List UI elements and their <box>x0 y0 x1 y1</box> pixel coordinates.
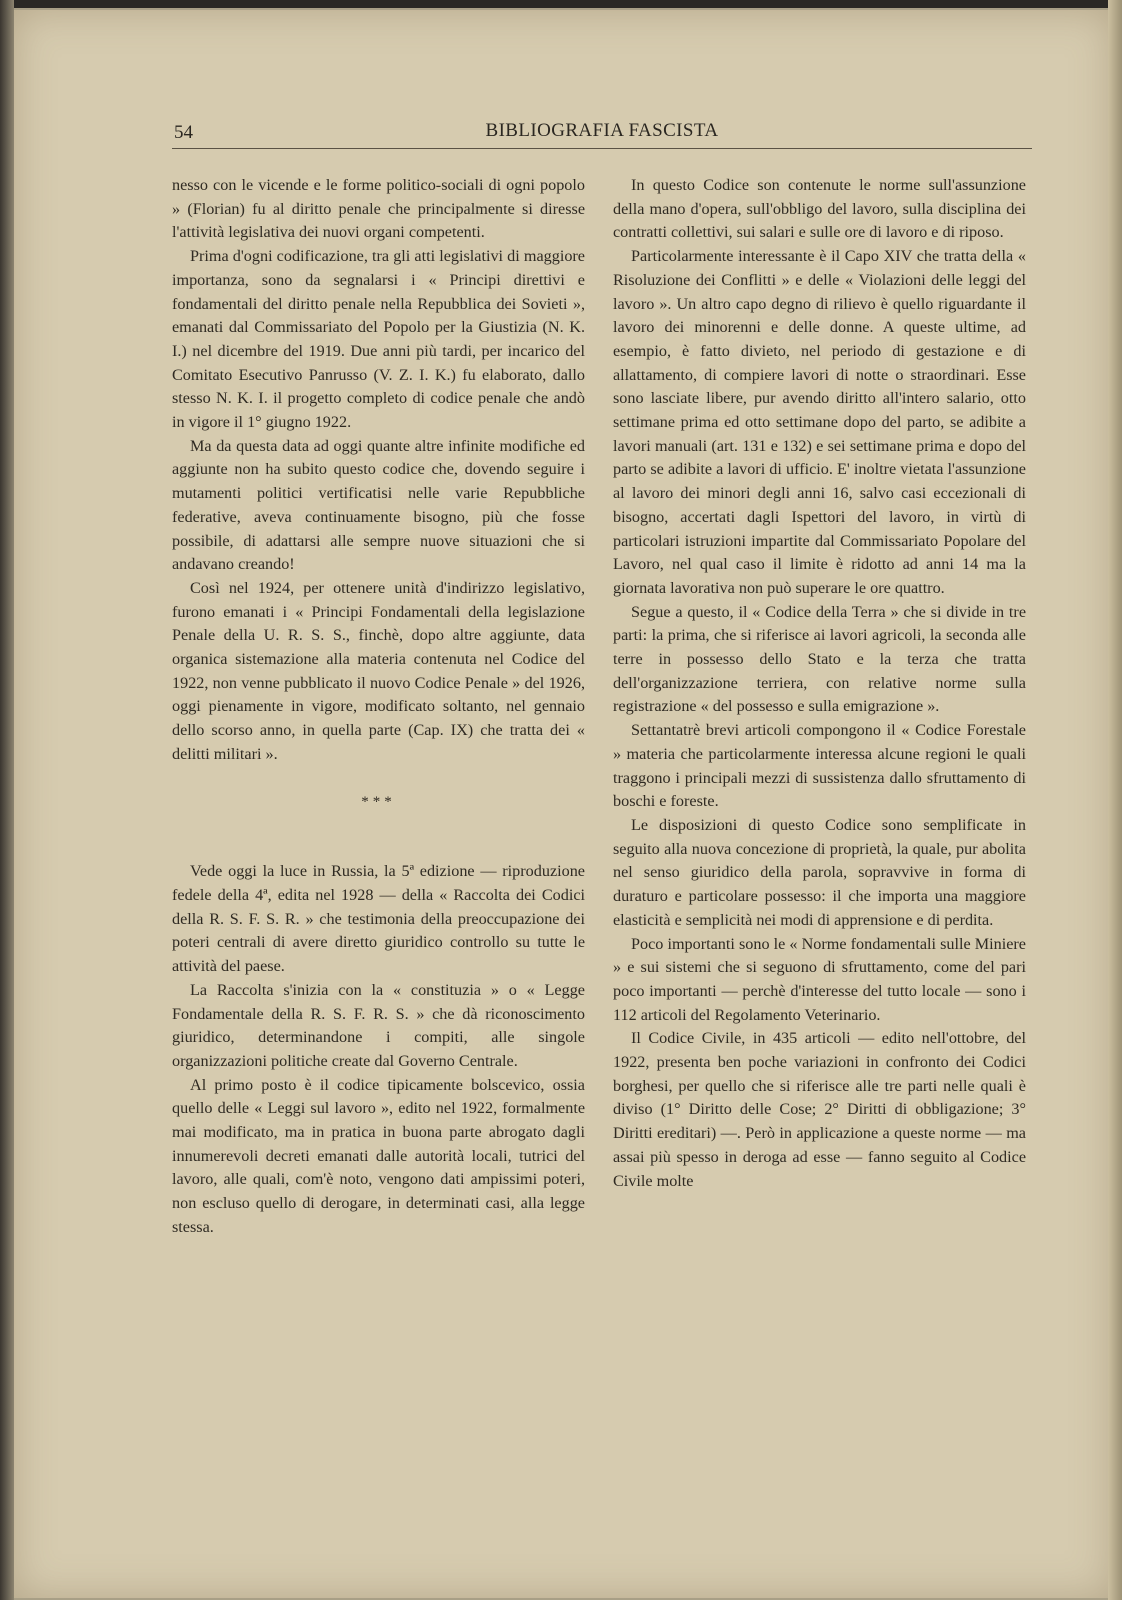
paragraph: Al primo posto è il codice tipicamente bolscevico, ossia quello delle « Leggi sul lavoro », edito nel 1922, formalmente mai modificato, ma in pratica in buona parte abrogato dagli innumerevoli decreti emanati dalle autorità locali, tutrici del lavoro, alle quali, com'è noto, vengono dati ampissimi poteri, non escluso quello di derogare, in determinati casi, alla legge stessa. <box>172 1075 585 1236</box>
paragraph: Il Codice Civile, in 435 articoli — edito nell'ottobre, del 1922, presenta ben poche variazioni in confronto dei Codici borghesi, per quello che si riferisce alle tre parti nelle quali è diviso (1° Diritto delle Cose; 2° Diritti di obbligazione; 3° Diritti ereditari) —. Però in applicazione a queste norme — ma assai più spesso in deroga ad esse — fanno seguito al Codice Civile molte <box>613 1029 1026 1190</box>
paragraph: Poco importanti sono le « Norme fondamentali sulle Miniere » e sui sistemi che si seguono di sfruttamento, come del pari poco importanti — perchè d'interesse del tutto locale — sono i 112 articoli del Regolamento Veterinario. <box>613 934 1026 1024</box>
page-number: 54 <box>174 122 193 143</box>
left-column <box>172 174 585 1240</box>
paragraph: Vede oggi la luce in Russia, la 5ª edizione — riproduzione fedele della 4ª, edita nel 1928 — della « Raccolta dei Codici della R. S. F. S. R. » che testimonia della preoccupazione dei poteri centrali di avere diretto giuridico controllo su tutte le attività del paese. <box>172 862 585 976</box>
paragraph: Prima d'ogni codificazione, tra gli atti legislativi di maggiore importanza, sono da segnalarsi i « Principi direttivi e fondamentali del diritto penale nella Repubblica dei Sovieti », emanati dal Commissariato del Popolo per la Giustizia (N. K. I.) nel dicembre del 1919. Due anni più tardi, per incarico del Comitato Esecutivo Panrusso (V. Z. I. K.) fu elaborato, dallo stesso N. K. I. il progetto completo di codice penale che andò in vigore il 1° giugno 1922. <box>172 247 585 432</box>
paragraph: La Raccolta s'inizia con la « constituzia » o « Legge Fondamentale della R. S. F. R. S. » che dà riconoscimento giuridico, determinandone i compiti, alle singole organizzazioni politiche create dal Governo Centrale. <box>172 980 585 1070</box>
paragraph: Particolarmente interessante è il Capo XIV che tratta della « Risoluzione dei Conflitti » e delle « Violazioni delle leggi del lavoro ». Un altro capo degno di rilievo è quello riguardante il lavoro dei minorenni e delle donne. A queste ultime, ad esempio, è fatto divieto, nel periodo di gestazione e di allattamento, di compiere lavori di notte o straordinari. Esse sono lasciate libere, pur avendo diritto all'intero salario, otto settimane prima ed otto settimane dopo del parto, se adibite a lavori manuali (art. 131 e 132) e sei settimane prima e dopo del parto se adibite a lavori di ufficio. E' inoltre vietata l'assunzione al lavoro dei minori degli anni 16, salvo casi eccezionali di bisogno, accertati dagli Ispettori del lavoro, in virtù di particolari istruzioni impartite dal Commissariato Popolare del Lavoro, nel qual caso il limite è ridotto ad anni 14 ma la giornata lavorativa non può superare le ore quattro. <box>613 247 1026 597</box>
paragraph: Così nel 1924, per ottenere unità d'indirizzo legislativo, furono emanati i « Principi Fondamentali della legislazione Penale della U. R. S. S., finchè, dopo altre aggiunte, data organica sistemazione alla materia contenuta nel Codice del 1922, non venne pubblicato il nuovo Codice Penale » del 1926, oggi pienamente in vigore, modificato soltanto, nel gennaio dello scorso anno, in quella parte (Cap. IX) che tratta dei « delitti militari ». <box>172 578 585 763</box>
paragraph: In questo Codice son contenute le norme sull'assunzione della mano d'opera, sull'obbligo del lavoro, sulla disciplina dei contratti collettivi, sui salari e sulle ore di lavoro e di riposo. <box>613 176 1026 242</box>
scan-right-edge <box>1108 0 1122 1600</box>
running-title: BIBLIOGRAFIA FASCISTA <box>485 120 719 141</box>
paragraph: Le disposizioni di questo Codice sono semplificate in seguito alla nuova concezione di proprietà, la quale, pur abolita nel senso giuridico della parola, sopravvive in forma di duraturo e particolare possesso: il che importa una maggiore elasticità e semplicità nei modi di apprensione e di perdita. <box>613 815 1026 929</box>
paragraph: Settantatrè brevi articoli compongono il « Codice Forestale » materia che particolarmente interessa alcune regioni le quali traggono i principali mezzi di sussistenza dallo sfruttamento di boschi e foreste. <box>613 721 1026 811</box>
paragraph: nesso con le vicende e le forme politico-sociali di ogni popolo » (Florian) fu al diritto penale che principalmente si diresse l'attività legislativa dei nuovi organi competenti. <box>172 176 585 242</box>
scan-top-edge <box>0 0 1122 8</box>
section-separator: *** <box>361 793 396 810</box>
right-column <box>613 174 1026 1193</box>
page-header <box>172 116 1032 149</box>
scan-left-edge <box>0 0 14 1600</box>
paragraph: Segue a questo, il « Codice della Terra » che si divide in tre parti: la prima, che si riferisce ai lavori agricoli, la seconda alle terre in possesso dello Stato e la terza che tratta dell'organizzazione terriera, con relative norme sulla registrazione « del possesso e sulla emigrazione ». <box>613 602 1026 716</box>
paragraph: Ma da questa data ad oggi quante altre infinite modifiche ed aggiunte non ha subito questo codice che, dovendo seguire i mutamenti politici vertificatisi nelle varie Repubbliche federative, aveva continuamente bisogno, più che fosse possibile, di adattarsi alle sempre nuove situazioni che si andavano creando! <box>172 436 585 574</box>
